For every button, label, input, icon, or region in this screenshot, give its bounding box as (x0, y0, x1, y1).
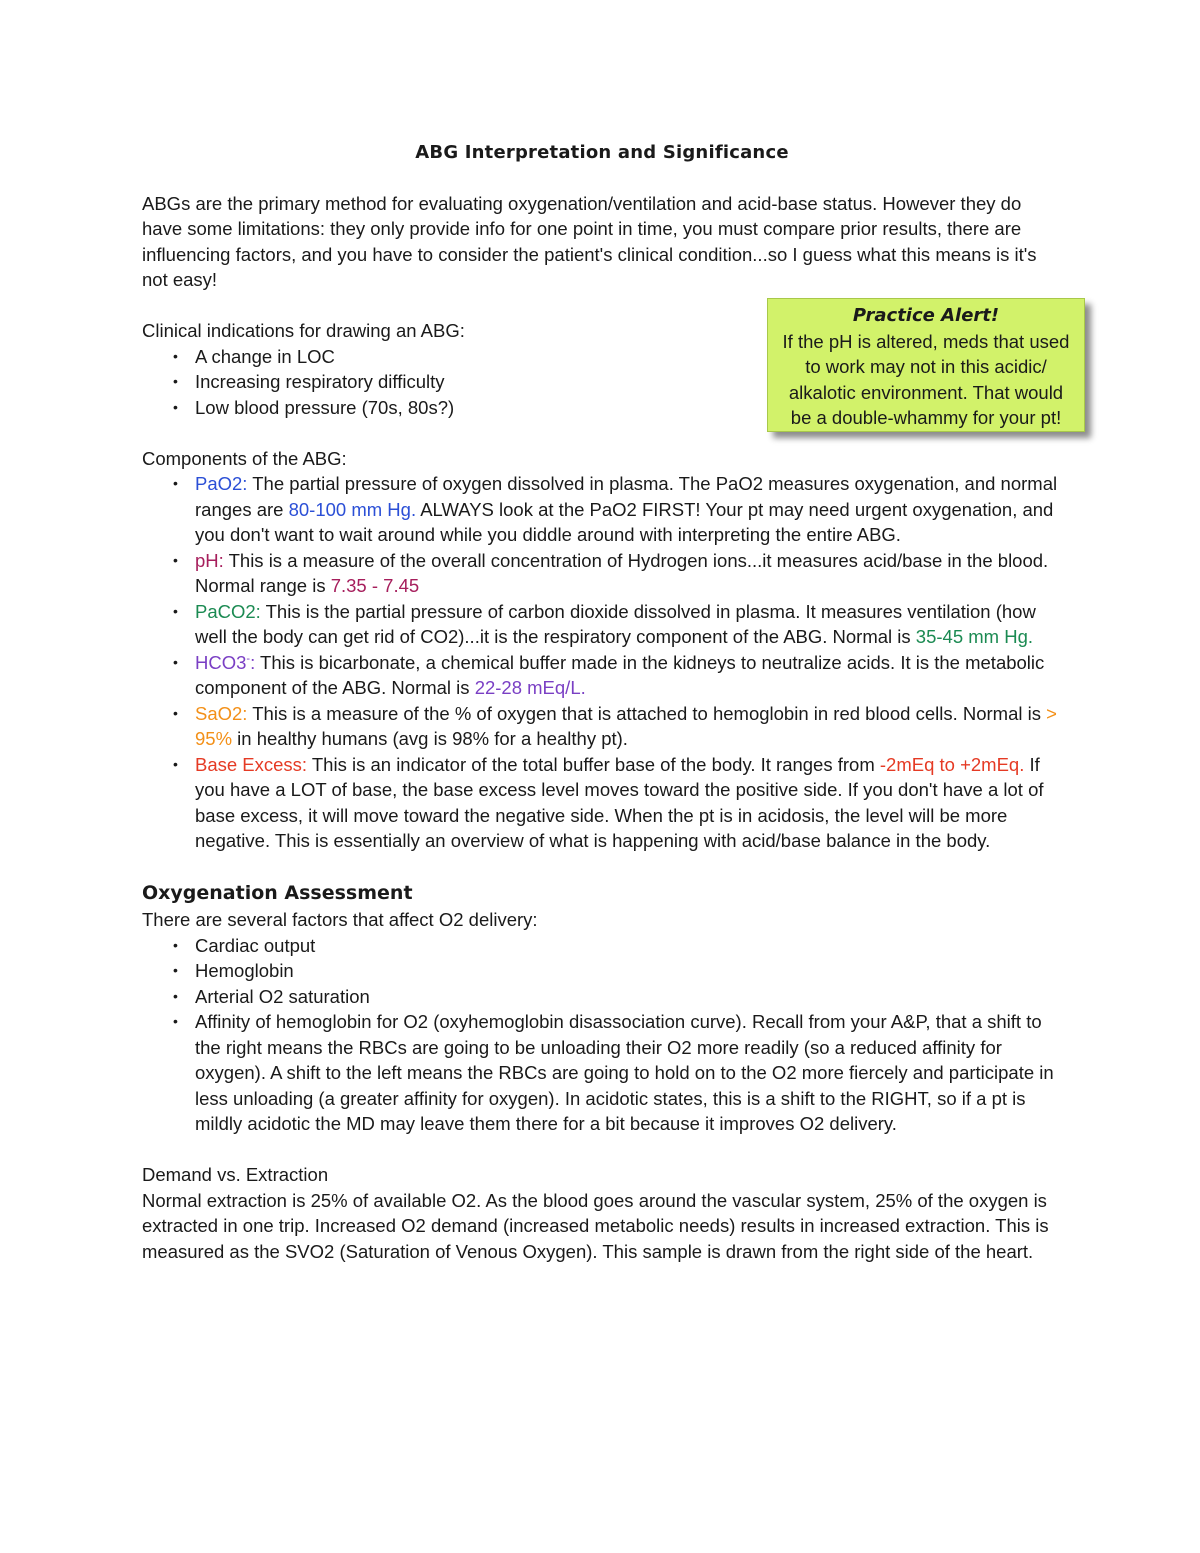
list-item: • Increasing respiratory difficulty (195, 369, 1062, 395)
pao2-range: 80-100 mm Hg. (288, 498, 417, 520)
oxygenation-lead: There are several factors that affect O2 delivery: (142, 909, 538, 930)
paco2-label: PaCO2: (195, 600, 261, 622)
oxygenation-list (142, 933, 1062, 1137)
hco3-range: 22-28 mEq/L. (474, 677, 586, 698)
be-range: -2mEq to +2mEq. (879, 753, 1025, 775)
pao2-label: PaO2: (195, 473, 248, 494)
component-pao2: • PaO2: The partial pressure of oxygen dissolved in plasma. The PaO2 measures oxygenation, and normal ranges are 80-100 mm Hg. ALWAYS look at the PaO2 FIRST! Your pt may need urgent oxygenation, and you don't want to wait around while you diddle around with interpreting the entire ABG. (195, 471, 1062, 548)
alert-line: be a double-whammy for your pt! (790, 407, 1062, 428)
list-item: • Affinity of hemoglobin for O2 (oxyhemoglobin disassociation curve). Recall from your A&P, that a shift to the right means the RBCs are going to be unloading their O2 more readily (so a reduced affinity for oxygen). A shift to the left means the RBCs are going to hold on to the O2 more fiercely and participate in less unloading (a greater affinity for oxygen). In acidotic states, this is a shift to the RIGHT, so if a pt is mildly acidotic the MD may leave them there for a bit because it improves O2 delivery. (195, 1009, 1062, 1137)
list-item: • Cardiac output (195, 933, 1062, 959)
ph-range: 7.35 - 7.45 (330, 575, 420, 596)
practice-alert-box (767, 298, 1085, 432)
sao2-label: SaO2: (195, 702, 248, 724)
list-item: • Low blood pressure (70s, 80s?) (195, 395, 1062, 421)
alert-line: to work may not in this acidic/ (805, 356, 1047, 377)
sao2-range: > 95% (195, 702, 1057, 749)
component-paco2: • PaCO2: This is the partial pressure of carbon dioxide dissolved in plasma. It measures ventilation (how well the body can get rid of CO2)...it is the respiratory component of the ABG. Normal is 35-45 mm Hg. (195, 599, 1062, 650)
be-label: Base Excess: (195, 753, 308, 775)
list-item: • Arterial O2 saturation (195, 984, 1062, 1010)
component-hco3: • HCO3-: This is bicarbonate, a chemical buffer made in the kidneys to neutralize acids. It is the metabolic component of the ABG. Normal is 22-28 mEq/L. (195, 650, 1062, 701)
alert-line: If the pH is altered, meds that used (782, 330, 1070, 352)
components-heading: Components of the ABG: (142, 447, 347, 469)
component-base-excess: • Base Excess: This is an indicator of the total buffer base of the body. It ranges from -2mEq to +2mEq. If you have a LOT of base, the base excess level moves toward the positive side. If you don't have a lot of base excess, it will move toward the negative side. When the pt is in acidosis, the level will be more negative. This is essentially an overview of what is happening with acid/base balance in the body. (195, 752, 1062, 854)
component-ph: • pH: This is a measure of the overall concentration of Hydrogen ions...it measures acid/base in the blood. Normal range is 7.35 - 7.45 (195, 548, 1062, 599)
indications-heading: Clinical indications for drawing an ABG: (142, 320, 465, 341)
alert-line: alkalotic environment. That would (788, 381, 1064, 403)
list-item: • Hemoglobin (195, 958, 1062, 984)
hco3-label: HCO3-: (195, 651, 256, 673)
demand-paragraph: Normal extraction is 25% of available O2. As the blood goes around the vascular system, 25% of the oxygen is extracted in one trip. Increased O2 demand (increased metabolic needs) results in increased extraction. This is measured as the SVO2 (Saturation of Venous Oxygen). This sample is drawn from the right side of the heart. (142, 1189, 1049, 1262)
components-list (142, 471, 1062, 854)
list-item: • A change in LOC (195, 344, 1062, 370)
alert-title: Practice Alert! (852, 305, 1000, 326)
component-sao2: • SaO2: This is a measure of the % of oxygen that is attached to hemoglobin in red blood cells. Normal is > 95% in healthy humans (avg is 98% for a healthy pt). (195, 701, 1062, 752)
page-title: ABG Interpretation and Significance (415, 142, 789, 163)
intro-paragraph: ABGs are the primary method for evaluating oxygenation/ventilation and acid-base status. However they do have some limitations: they only provide info for one point in time, you must compare prior results, there are influencing factors, and you have to consider the patient's clinical condition...so I guess what this means is it's not easy! (142, 192, 1037, 290)
ph-label: pH: (195, 549, 224, 571)
demand-heading: Demand vs. Extraction (142, 1164, 329, 1185)
paco2-range: 35-45 mm Hg. (915, 626, 1034, 647)
oxygenation-heading: Oxygenation Assessment (142, 882, 413, 904)
